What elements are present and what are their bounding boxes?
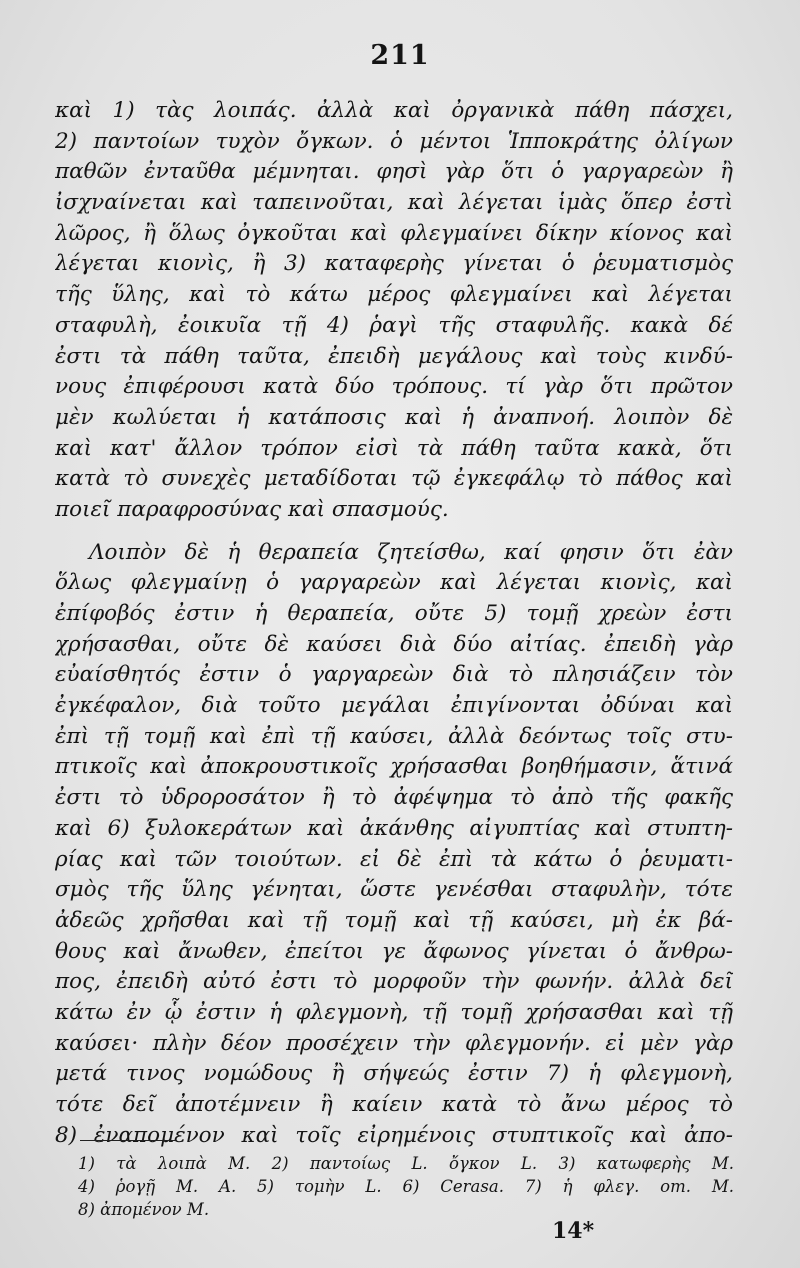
text-line: μὲν κωλύεται ἡ κατάποσις καὶ ἡ ἀναπνοή. λοιπὸν δὲ [55, 404, 733, 430]
text-line: λέγεται κιονὶς, ἢ 3) καταφερὴς γίνεται ὁ ῥευματισμὸς [55, 251, 733, 277]
text-line: πος, ἐπειδὴ αὐτό ἐστι τὸ μορφοῦν τὴν φωνήν. ἀλλὰ δεῖ [55, 969, 733, 995]
text-line: καύσει· πλὴν δέον προσέχειν τὴν φλεγμονήν. εἰ μὲν γὰρ [55, 1030, 733, 1056]
text-line: κάτω ἐν ᾧ ἐστιν ἡ φλεγμονὴ, τῇ τομῇ χρήσασθαι καὶ τῇ [55, 999, 733, 1025]
text-line: ἐστι τὰ πάθη ταῦτα, ἐπειδὴ μεγάλους καὶ τοὺς κινδύ- [55, 343, 733, 369]
text-line: τῆς ὕλης, καὶ τὸ κάτω μέρος φλεγμαίνει καὶ λέγεται [55, 282, 733, 308]
footnotes [78, 1152, 734, 1221]
footnote-line: 8) ἀπομένον M. [78, 1200, 210, 1219]
text-line: καὶ κατ' ἄλλον τρόπον εἰσὶ τὰ πάθη ταῦτα κακὰ, ὅτι [55, 435, 733, 461]
footnote-line: 4) ῥογῇ M. A. 5) τομὴν L. 6) Cerasa. 7) ἡ φλεγ. om. M. [78, 1177, 734, 1196]
text-line: πτικοῖς καὶ ἀποκρουστικοῖς χρήσασθαι βοηθήμασιν, ἅτινά [55, 754, 733, 780]
text-line: καὶ 6) ξυλοκεράτων καὶ ἀκάνθης αἰγυπτίας καὶ στυπτη- [55, 815, 733, 841]
text-line: νους ἐπιφέρουσι κατὰ δύο τρόπους. τί γὰρ ὅτι πρῶτον [55, 374, 733, 400]
text-line: ρίας καὶ τῶν τοιούτων. εἰ δὲ ἐπὶ τὰ κάτω ὁ ῥευματι- [55, 846, 733, 872]
body-text [55, 96, 733, 1151]
text-line: 2) παντοίων τυχὸν ὄγκων. ὁ μέντοι Ἱπποκράτης ὀλίγων [55, 128, 733, 154]
text-line: εὐαίσθητός ἐστιν ὁ γαργαρεὼν διὰ τὸ πλησιάζειν τὸν [55, 662, 733, 688]
text-line: σμὸς τῆς ὕλης γένηται, ὥστε γενέσθαι σταφυλὴν, τότε [55, 877, 733, 903]
text-line: κατὰ τὸ συνεχὲς μεταδίδοται τῷ ἐγκεφάλῳ τὸ πάθος καὶ [55, 466, 733, 492]
text-line: χρήσασθαι, οὔτε δὲ καύσει διὰ δύο αἰτίας. ἐπειδὴ γὰρ [55, 631, 733, 657]
text-line: λῶρος, ἢ ὅλως ὀγκοῦται καὶ φλεγμαίνει δίκην κίονος καὶ [55, 220, 733, 246]
text-line: καὶ 1) τὰς λοιπάς. ἀλλὰ καὶ ὀργανικὰ πάθη πάσχει, [55, 98, 733, 123]
text-line: ἐστι τὸ ὑδροροσάτον ἢ τὸ ἀφέψημα τὸ ἀπὸ τῆς φακῆς [55, 785, 733, 811]
text-line: τότε δεῖ ἀποτέμνειν ἢ καίειν κατὰ τὸ ἄνω μέρος τὸ [55, 1092, 733, 1117]
text-line: ὅλως φλεγμαίνῃ ὁ γαργαρεὼν καὶ λέγεται κιονὶς, καὶ [55, 570, 733, 596]
text-line: ἰσχναίνεται καὶ ταπεινοῦται, καὶ λέγεται ἱμὰς ὅπερ ἐστὶ [55, 190, 733, 216]
text-line: 8) ἐναπομένον καὶ τοῖς εἰρημένοις στυπτικοῖς καὶ ἀπο- [55, 1122, 733, 1148]
signature-mark: 14* [552, 1218, 595, 1244]
text-line: θους καὶ ἄνωθεν, ἐπείτοι γε ἄφωνος γίνεται ὁ ἄνθρω- [55, 938, 733, 964]
paragraph-gap [55, 526, 733, 538]
footnote-line: 1) τὰ λοιπὰ M. 2) παντοίως L. ὄγκον L. 3) κατωφερὴς M. [78, 1154, 734, 1173]
text-line: Λοιπὸν δὲ ἡ θεραπεία ζητείσθω, καί φησιν ὅτι ἐὰν [89, 539, 733, 565]
paragraph-1 [55, 96, 733, 526]
text-line: ἐγκέφαλον, διὰ τοῦτο μεγάλαι ἐπιγίνονται ὀδύναι καὶ [55, 693, 733, 719]
footnote-divider [80, 1140, 176, 1141]
text-line: ποιεῖ παραφροσύνας καὶ σπασμούς. [55, 496, 449, 522]
page-number: 211 [370, 40, 430, 71]
text-line: σταφυλὴ, ἐοικυῖα τῇ 4) ῥαγὶ τῆς σταφυλῆς. κακὰ δέ [55, 312, 733, 338]
paragraph-2 [55, 538, 733, 1152]
text-line: ἀδεῶς χρῆσθαι καὶ τῇ τομῇ καὶ τῇ καύσει, μὴ ἐκ βά- [55, 907, 733, 933]
text-line: ἐπὶ τῇ τομῇ καὶ ἐπὶ τῇ καύσει, ἀλλὰ δεόντως τοῖς στυ- [55, 723, 733, 749]
text-line: ἐπίφοβός ἐστιν ἡ θεραπεία, οὔτε 5) τομῇ χρεὼν ἐστι [55, 601, 733, 626]
text-line: μετά τινος νομώδους ἢ σήψεώς ἐστιν 7) ἡ φλεγμονὴ, [55, 1061, 733, 1087]
text-line: παθῶν ἐνταῦθα μέμνηται. φησὶ γὰρ ὅτι ὁ γαργαρεὼν ἢ [55, 159, 733, 185]
